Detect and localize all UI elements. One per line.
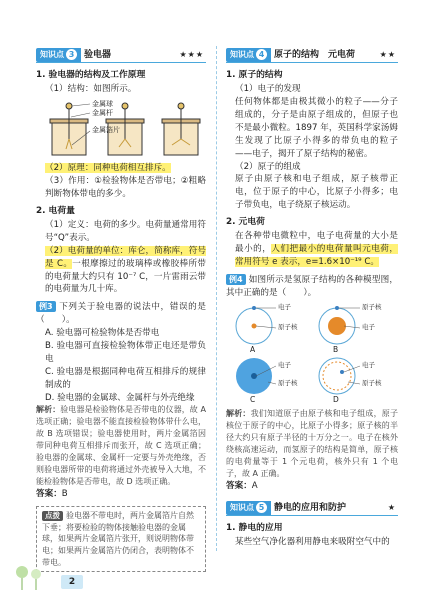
kp4-subtitle-2: （2）原子的组成: [235, 161, 301, 172]
electroscope-svg: [44, 99, 204, 159]
example-4-solution: 解析：我们知道原子由原子核和电子组成，原子核位于原子的中心，比原子小得多；原子核的半径大约只有原子半径的十万分之一。电子在核外绕核高速运动，而氢原子的结构是简单，原子核的电荷量等于 1 个元电荷，核外只有 1 个电子，故 A 正确。: [226, 408, 399, 478]
kp4-subtitle-1: （1）电子的发现: [235, 84, 301, 95]
left-column: [36, 48, 206, 572]
kp4-badge: 知识点 4: [226, 48, 271, 62]
atom-models-svg: [232, 304, 398, 404]
atom-d-label-1: 电子: [362, 360, 375, 369]
kp3-function: （3）作用：①检验物体是否带电；②粗略判断物体带电的多少。: [45, 175, 206, 199]
example-3-solution: 解析：验电器是检验物体是否带电的仪器，故 A 选项正确；验电器不能直接检验物体带什么电，故 B 选项错误；验电器使用时，两片金属箔因带同种电荷互相排斥而张开，故 C 选项正确；验电器的金属球、金属杆一定要与外壳绝缘，否则验电器所带的电荷将通过外壳被导入大地，不能检验物体是否带电，故 D 选项正确。: [36, 405, 207, 487]
example-4-question: 例4 如图所示是氢原子结构的各种模型图，其中正确的是（ ）。: [226, 274, 398, 298]
electroscope-diagram: [44, 99, 206, 159]
tree-decoration-icon: [14, 562, 54, 592]
kp3-charge-unit: （2）电荷量的单位：库仑，简称库，符号是 C。一根摩擦过的玻璃棒或橡胶棒所带的电荷量大约只有 10⁻⁷ C，一片雷雨云带的电荷量为几十库。: [45, 245, 206, 295]
label-metal-ball: 金属球: [92, 100, 113, 109]
knowledge-point-3-header: [36, 48, 206, 63]
knowledge-point-5-header: [226, 501, 398, 516]
kp3-badge: 知识点 3: [36, 48, 81, 62]
atom-b-label-1: 原子核: [362, 302, 382, 311]
atom-a-label-1: 电子: [278, 302, 291, 311]
atom-c-label-2: 原子核: [278, 378, 298, 387]
atom-c-label-1: 电子: [278, 360, 291, 369]
column-divider: [216, 46, 217, 551]
atom-option-a: A: [250, 344, 256, 354]
kp4-electron-discovery: 任何物体都是由极其微小的粒子——分子组成的，分子是由原子组成的，但原子也不是最小微粒。1897 年，英国科学家汤姆生发现了比原子小得多的带负电的粒子——电子，揭开了原子结构的秘密。: [235, 97, 398, 159]
example-3-question: 例3 下列关于验电器的说法中，错误的是（ ）。: [36, 302, 206, 326]
right-column: [226, 48, 398, 549]
atom-models-figure: [232, 304, 398, 404]
atom-d-label-2: 原子核: [362, 378, 382, 387]
kp3-principle: （2）原理：同种电荷相互排斥。: [45, 163, 171, 174]
tip-box: 点拨 验电器不带电时，两片金属箔片自然下垂；将要检验的物体接触验电器的金属球，如果两片金属箔片张开，则说明物体带电；如果两片金属箔片仍闭合，表明物体不带电。: [36, 506, 206, 572]
kp4-section-1-title: 1. 原子的结构: [226, 70, 283, 80]
example-3-option-c: C. 验电器是根据同种电荷互相排斥的规律制成的: [45, 366, 206, 390]
example-3-answer: 答案：B: [36, 489, 68, 500]
page-number: 2: [61, 575, 83, 589]
atom-option-d: D: [333, 394, 339, 404]
kp3-charge-definition: （1）定义：电荷的多少。电荷量通常用符号“Q”表示。: [45, 219, 206, 243]
example-4-answer: 答案：A: [226, 480, 258, 491]
atom-a-label-2: 原子核: [278, 322, 298, 331]
example-3-option-d: D. 验电器的金属球、金属杆与外壳绝缘: [45, 392, 195, 403]
kp4-elementary-charge: 在各种带电微粒中，电子电荷量的大小是最小的，人们把最小的电荷量叫元电荷，常用符号 e 表示，e=1.6×10⁻¹⁹ C。: [235, 231, 398, 268]
kp4-stars: ★★: [379, 50, 396, 59]
example-3-option-b: B. 验电器可直接检验物体带正电还是带负电: [45, 340, 206, 364]
atom-option-c: C: [250, 394, 256, 404]
knowledge-point-4-header: [226, 48, 398, 63]
atom-option-b: B: [333, 344, 339, 354]
kp3-title: 验电器: [84, 50, 112, 60]
label-metal-foil: 金属箔片: [92, 126, 120, 135]
kp5-section-1-body: 某些空气净化器利用静电来吸附空气中的: [235, 536, 390, 547]
kp3-section-1-title: 1. 验电器的结构及工作原理: [36, 70, 146, 80]
atom-b-label-2: 电子: [362, 322, 375, 331]
example-3-option-a: A. 验电器可检验物体是否带电: [45, 328, 160, 339]
label-metal-rod: 金属杆: [92, 109, 113, 118]
kp5-badge: 知识点 5: [226, 501, 271, 515]
kp3-stars: ★★★: [179, 50, 204, 59]
kp4-section-2-title: 2. 元电荷: [226, 217, 265, 228]
kp4-atom-composition: 原子由原子核和电子组成，原子核带正电，位于原子的中心，比原子小得多；电子带负电，电子绕原子核运动。: [235, 174, 398, 211]
kp4-title: 原子的结构 元电荷: [274, 50, 356, 60]
kp5-title: 静电的应用和防护: [274, 502, 347, 513]
kp3-section-2-title: 2. 电荷量: [36, 205, 75, 216]
kp5-stars: ★: [387, 502, 396, 512]
kp3-structure-line: （1）结构：如图所示。: [45, 84, 137, 95]
kp5-section-1-title: 1. 静电的应用: [226, 522, 283, 533]
